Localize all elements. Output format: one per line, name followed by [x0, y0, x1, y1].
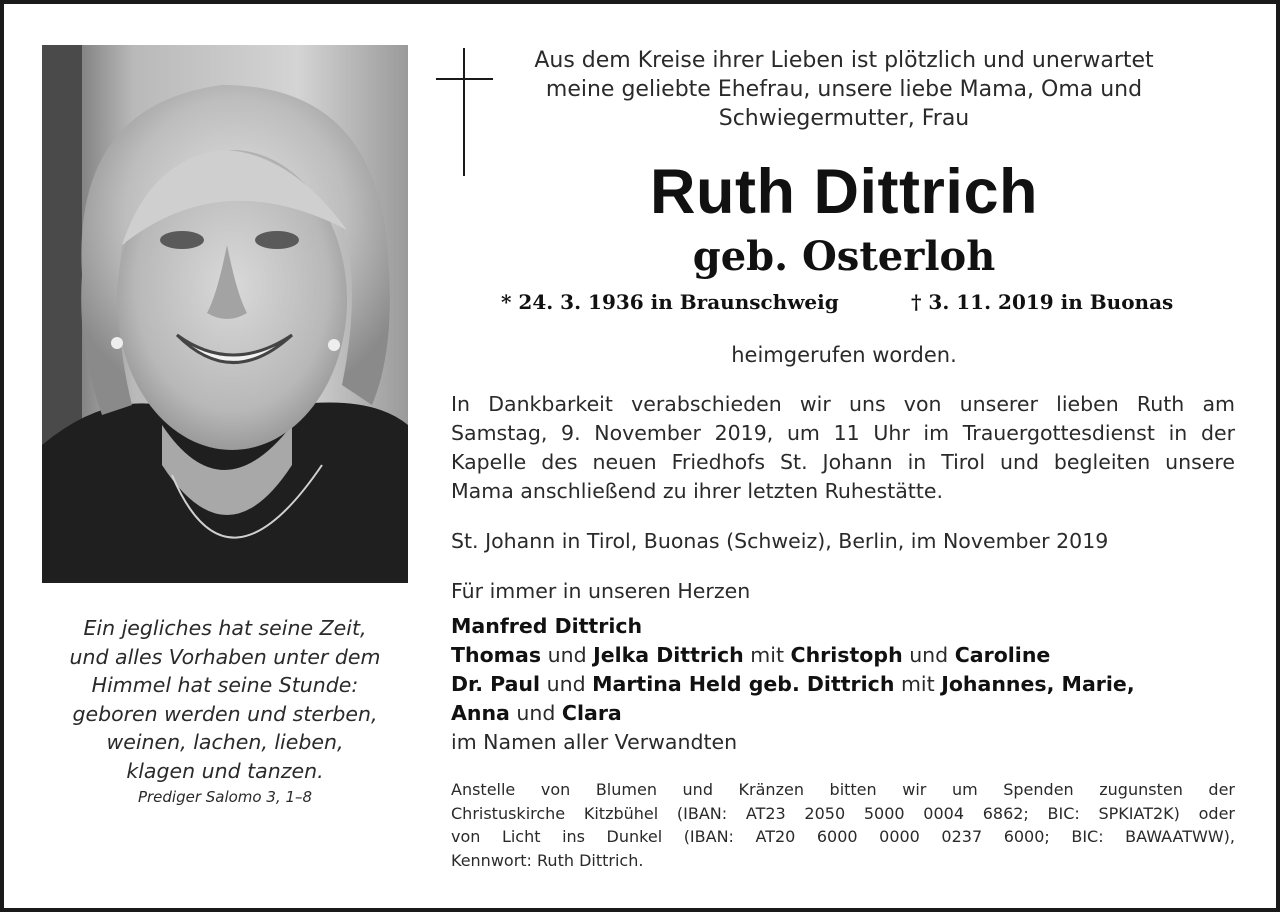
- service-line: Kapelle des neuen Friedhofs St. Johann in Tirol und begleiten unsere: [451, 450, 1235, 474]
- bible-quote: [42, 614, 408, 809]
- intro-text: [444, 46, 1244, 133]
- family-line: [451, 641, 1235, 670]
- quote-line: klagen und tanzen.: [126, 758, 324, 783]
- quote-line: weinen, lachen, lieben,: [106, 730, 344, 754]
- quote-line: Ein jegliches hat seine Zeit,: [83, 616, 367, 640]
- family-name: Dr. Paul: [451, 672, 541, 696]
- family-line: [451, 699, 1235, 728]
- service-line: Samstag, 9. November 2019, um 11 Uhr im Trauergottesdienst in der: [451, 421, 1235, 445]
- family-name: Martina Held geb. Dittrich: [592, 672, 895, 696]
- birth-date: * 24. 3. 1936 in Braunschweig: [501, 290, 839, 314]
- family-conjunction: und: [540, 672, 593, 696]
- quote-line: geboren werden und sterben,: [72, 701, 378, 726]
- donation-line: von Licht ins Dunkel (IBAN: AT20 6000 0000 0237 6000; BIC: BAWAATWW),: [451, 827, 1235, 846]
- family-conjunction: und: [509, 701, 562, 725]
- family-name: Johannes, Marie,: [941, 672, 1135, 696]
- family-line: [451, 612, 1235, 641]
- deceased-name: Ruth Dittrich: [650, 157, 1038, 227]
- family-list: [451, 612, 1235, 757]
- service-line: Mama anschließend zu ihrer letzten Ruhestätte.: [451, 479, 944, 503]
- called-home-text: heimgerufen worden.: [731, 343, 957, 367]
- family-name: Anna: [451, 701, 510, 725]
- family-name: Jelka Dittrich: [593, 643, 744, 667]
- family-name: Clara: [561, 701, 622, 725]
- family-name: Caroline: [954, 643, 1051, 667]
- family-line: [451, 670, 1235, 699]
- family-conjunction: und: [541, 643, 594, 667]
- donation-line: Anstelle von Blumen und Kränzen bitten wir um Spenden zugunsten der: [451, 780, 1235, 799]
- family-name: Thomas: [451, 643, 542, 667]
- service-line: In Dankbarkeit verabschieden wir uns von unserer lieben Ruth am: [451, 392, 1235, 416]
- portrait-illustration: [42, 45, 408, 583]
- family-conjunction: mit: [894, 672, 942, 696]
- family-conjunction: mit: [743, 643, 791, 667]
- place-date: St. Johann in Tirol, Buonas (Schweiz), Berlin, im November 2019: [451, 529, 1109, 553]
- intro-line: Aus dem Kreise ihrer Lieben ist plötzlich und unerwartet: [534, 48, 1154, 73]
- family-conjunction: und: [902, 643, 955, 667]
- hearts-line: Für immer in unseren Herzen: [451, 579, 751, 603]
- portrait-photo: [42, 45, 408, 583]
- quote-reference: Prediger Salomo 3, 1–8: [137, 788, 313, 806]
- family-name: Christoph: [790, 643, 903, 667]
- intro-line: meine geliebte Ehefrau, unsere liebe Mama, Oma und: [545, 77, 1143, 102]
- death-date: † 3. 11. 2019 in Buonas: [911, 290, 1174, 314]
- donation-note: [451, 778, 1235, 872]
- quote-line: und alles Vorhaben unter dem: [69, 644, 381, 669]
- family-name: Manfred Dittrich: [451, 614, 643, 638]
- family-line: im Namen aller Verwandten: [451, 730, 738, 754]
- service-paragraph: [451, 390, 1235, 506]
- birth-name: geb. Osterloh: [692, 233, 996, 280]
- donation-line: Kennwort: Ruth Dittrich.: [451, 850, 644, 870]
- donation-line: Christuskirche Kitzbühel (IBAN: AT23 2050 5000 0004 6862; BIC: SPKIAT2K) oder: [451, 803, 1235, 823]
- intro-line: Schwiegermutter, Frau: [718, 106, 970, 131]
- quote-line: Himmel hat seine Stunde:: [91, 673, 359, 697]
